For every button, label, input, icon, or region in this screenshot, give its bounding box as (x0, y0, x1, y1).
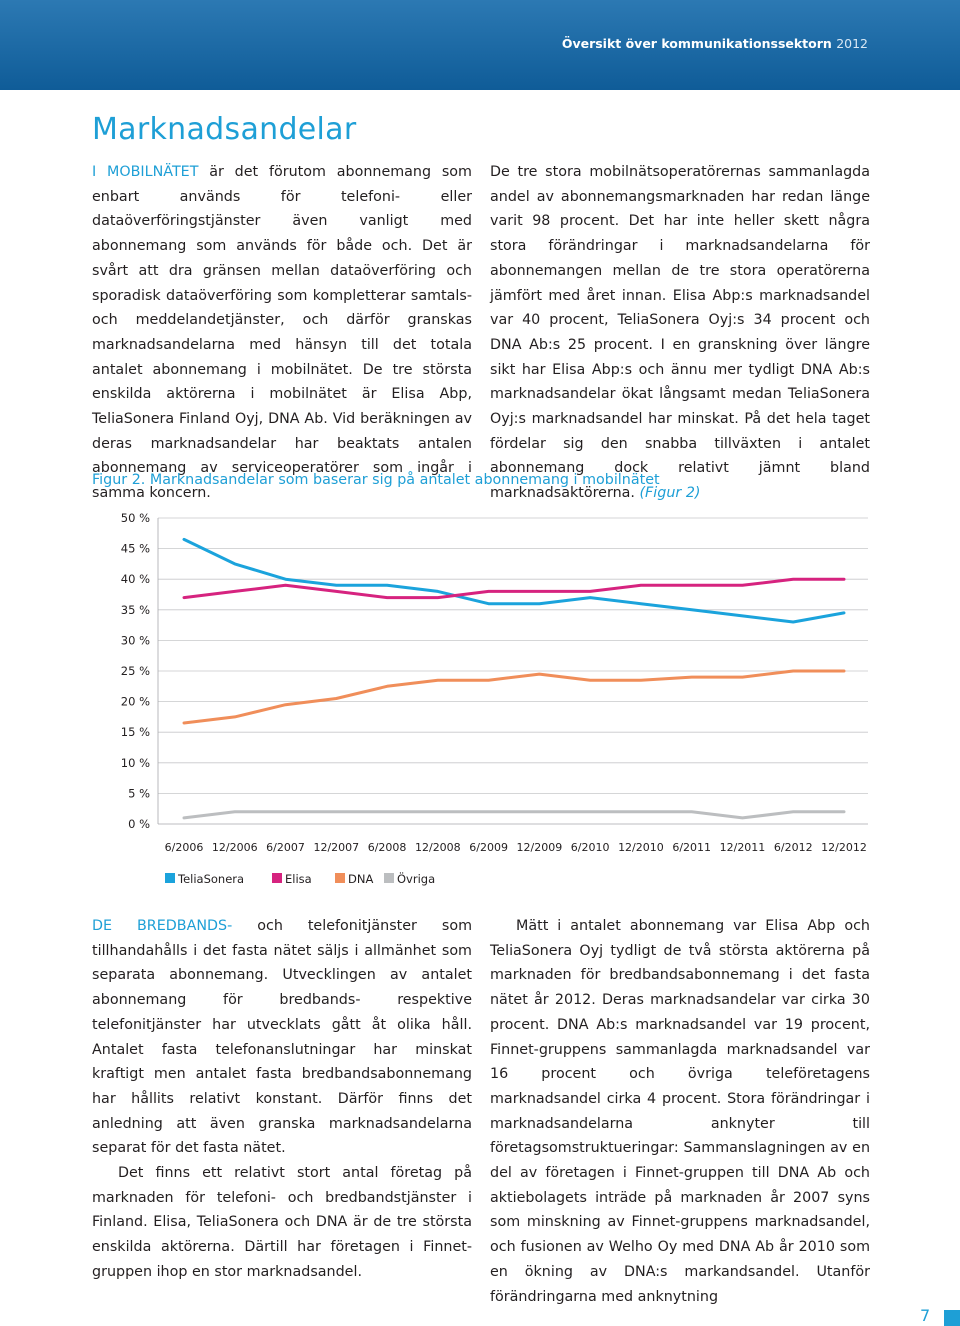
x-tick-label: 12/2006 (211, 841, 258, 854)
intro-right-paragraph (490, 160, 870, 506)
x-tick-label: 12/2010 (618, 841, 664, 854)
legend-swatch (165, 873, 175, 883)
publication-year: 2012 (836, 36, 868, 51)
y-tick-label: 25 % (120, 664, 150, 678)
series-line--vriga (184, 812, 844, 818)
chart-series (184, 539, 844, 818)
x-tick-label: 6/2007 (266, 841, 305, 854)
legend-swatch (335, 873, 345, 883)
x-tick-label: 12/2008 (414, 841, 461, 854)
y-tick-label: 10 % (120, 755, 150, 770)
legend-swatch (384, 873, 394, 883)
legend-label: Övriga (397, 872, 436, 886)
y-tick-label: 50 % (120, 511, 150, 525)
page-title: Marknadsandelar (92, 112, 357, 148)
x-tick-label: 6/2012 (773, 841, 813, 854)
chart-legend (165, 870, 435, 886)
bottom-right-paragraph-1: Mätt i antalet abonnemang var Elisa Abp och TeliaSonera Oyj tydligt de två största aktörerna på marknaden för bredbandsabonnemang i det fasta nätet år 2012. Deras marknadsandelar var cirka 30 procent. DNA Ab:s marknadsandel var 19 procent, Finnet-gruppens sammanlagda marknadsandel var 16 procent och övriga teleföretagens marknadsandel cirka 4 procent. Stora förändringar i marknadsandelarna anknyter till företagsomstruktueringar: Sammanslagningen av en del av företagen i Finnet-gruppen till DNA Ab och aktiebolagets inträde på marknaden år 2007 syns som minskning av Finnet-gruppens marknadsandel, och fusionen av Welho Oy med DNA Ab år 2010 som en ökning av DNA:s markandsandel. Utanför förändringarna med anknytning (490, 918, 870, 1305)
x-tick-label: 12/2011 (719, 841, 766, 854)
chart-x-axis-labels (165, 841, 867, 854)
legend-label: TeliaSonera (178, 872, 245, 886)
series-line-elisa (184, 579, 844, 597)
y-tick-label: 35 % (120, 602, 150, 617)
series-line-dna (184, 671, 844, 723)
y-tick-label: 45 % (120, 541, 150, 556)
legend-label: Elisa (285, 872, 312, 886)
y-tick-label: 15 % (120, 725, 150, 740)
market-share-line-chart (0, 500, 960, 895)
intro-left-paragraph (92, 160, 472, 506)
bottom-left-text-1: och telefonitjänster som tillhandahålls i det fasta nätet säljs i allmänhet som separata abonnemang. Utvecklingen av antalet abonnemang för bredbands- respektive telefonitjänster har utvecklats gått åt olika håll. Antalet fasta telefonanslutningar har minskat kraftigt men antalet fasta bredbandsabonnemang har hållits relativt konstant. Därför finns det anledning att även granska marknadsandelarna separat för det fasta nätet. (92, 918, 472, 1157)
page-number: 7 (920, 1306, 931, 1325)
lead-in: DE BREDBANDS- (92, 918, 233, 934)
y-tick-label: 0 % (128, 817, 150, 831)
x-tick-label: 6/2009 (469, 841, 508, 854)
chart-y-axis-labels (121, 511, 150, 831)
lead-in: I MOBILNÄTET (92, 164, 199, 180)
x-tick-label: 12/2007 (313, 841, 360, 854)
x-tick-label: 12/2012 (821, 841, 867, 854)
intro-right-column (490, 160, 870, 506)
figure-reference: (Figur 2) (639, 485, 701, 502)
intro-left-column (92, 160, 472, 506)
publication-title-text: Översikt över kommunikationssektorn (561, 36, 832, 51)
intro-right-text: De tre stora mobilnätsoperatörernas sammanlagda andel av abonnemangsmarknaden har redan länge varit 98 procent. Det har inte heller skett några stora förändringar i marknadsandelarna för abonnemangen mellan de tre stora operatörerna jämfört med året innan. Elisa Abp:s marknadsandel var 40 procent, TeliaSonera Oyj:s 34 procent och DNA Ab:s 25 procent. I en granskning över längre sikt har Elisa Abp:s och ännu mer tydligt DNA Ab:s marknadsandelar ökat långsamt medan TeliaSonera Oyj:s marknadsandel har minskat. På det hela taget fördelar sig den snabba tillväxten i antalet abonnemang dock relativt jämnt bland marknadsaktörerna. (490, 164, 870, 502)
header-band (0, 0, 960, 90)
figure-caption: Figur 2. Marknadsandelar som baserar sig på antalet abonnemang i mobilnätet (92, 472, 660, 488)
y-tick-label: 20 % (120, 694, 150, 709)
bottom-right-column (490, 914, 870, 1309)
legend-swatch (272, 873, 282, 883)
y-tick-label: 30 % (120, 633, 150, 648)
bottom-left-paragraph-1 (92, 914, 472, 1161)
publication-title (562, 36, 868, 51)
chart-gridlines (158, 518, 868, 824)
y-tick-label: 40 % (120, 572, 150, 587)
x-tick-label: 6/2008 (367, 841, 407, 854)
corner-mark (944, 1310, 960, 1326)
x-tick-label: 6/2011 (672, 841, 712, 854)
y-tick-label: 5 % (128, 786, 150, 801)
bottom-left-paragraph-2: Det finns ett relativt stort antal företag på marknaden för telefoni- och bredbandstjänster i Finland. Elisa, TeliaSonera och DNA är de tre största enskilda aktörerna. Därtill har företagen i Finnet-gruppen ihop en stor marknadsandel. (92, 1165, 472, 1280)
x-tick-label: 12/2009 (516, 841, 563, 854)
intro-left-text: är det förutom abonnemang som enbart används för telefoni- eller dataöverföringstjänster även vanligt med abonnemang som används för både och. Det är svårt att dra gränsen mellan dataöverföring och sporadisk dataöverföring som kompletterar samtals- och meddelandetjänster, och därför granskas marknadsandelarna med hänsyn till det totala antalet abonnemang i mobilnätet. De tre största enskilda aktörerna i mobilnätet är Elisa Abp, TeliaSonera Finland Oyj, DNA Ab. Vid beräkningen av deras marknadsandelar har beaktats antalen abonnemang av serviceoperatörer som ingår i samma koncern. (92, 164, 472, 502)
legend-label: DNA (348, 872, 374, 886)
x-tick-label: 6/2010 (570, 841, 610, 854)
x-tick-label: 6/2006 (164, 841, 204, 854)
bottom-left-column (92, 914, 472, 1285)
